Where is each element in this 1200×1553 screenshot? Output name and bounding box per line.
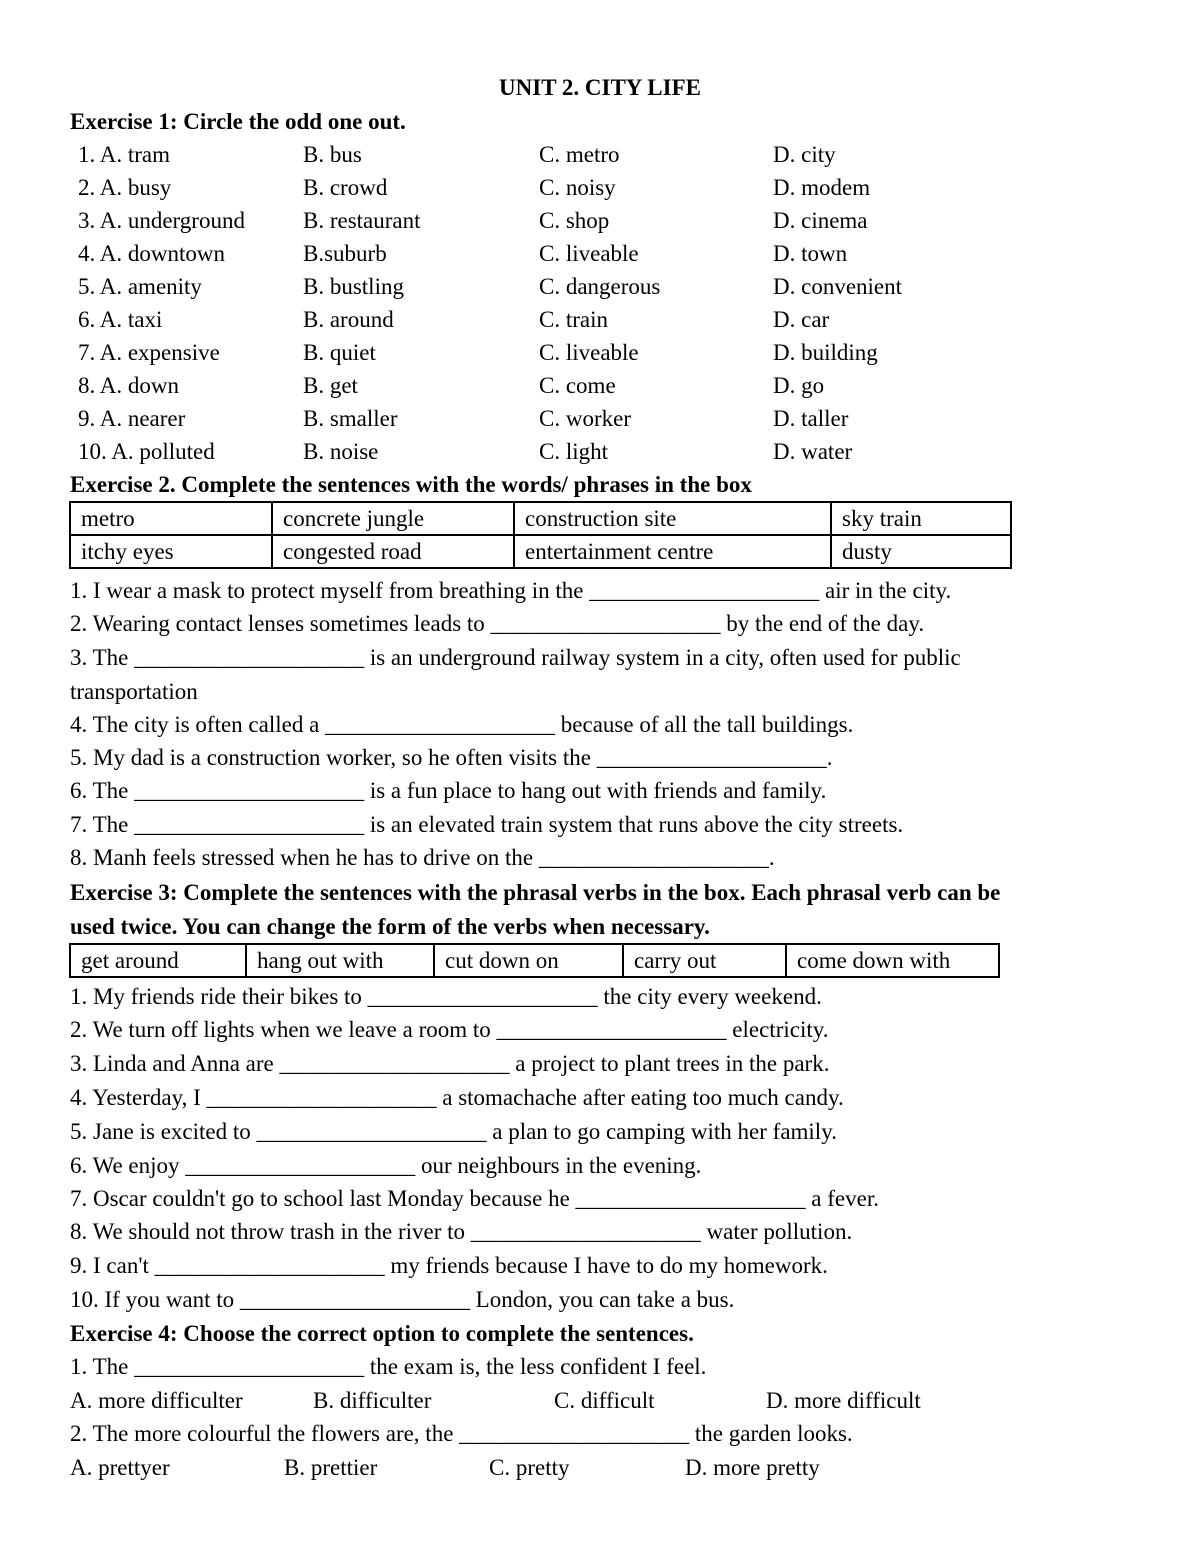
ex4-q1-option-a: A. more difficulter	[70, 1388, 243, 1413]
ex2-sentence-8: 8. Manh feels stressed when he has to drive on the ____________________.	[70, 845, 775, 870]
word-box-cell: entertainment centre	[514, 535, 831, 568]
ex1-q4-option-a: 4. A. downtown	[78, 241, 225, 266]
phrasal-verb-cell: cut down on	[434, 944, 623, 977]
ex1-q7-option-c: C. liveable	[539, 340, 639, 365]
ex1-q10-option-c: C. light	[539, 439, 609, 464]
ex1-q6-option-a: 6. A. taxi	[78, 307, 163, 332]
ex3-sentence-7: 7. Oscar couldn't go to school last Monday because he ____________________ a fever.	[70, 1186, 879, 1211]
word-box-cell: itchy eyes	[70, 535, 272, 568]
phrasal-verb-cell: come down with	[786, 944, 999, 977]
ex1-q9-option-d: D. taller	[773, 406, 849, 431]
ex2-sentence-1: 1. I wear a mask to protect myself from breathing in the ____________________ air in the city.	[70, 578, 952, 603]
ex1-q2-option-b: B. crowd	[303, 175, 388, 200]
ex1-q4-option-b: B.suburb	[303, 241, 387, 266]
ex2-sentence-7: 7. The ____________________ is an elevated train system that runs above the city streets.	[70, 812, 904, 837]
word-box-cell: dusty	[831, 535, 1011, 568]
ex3-sentence-2: 2. We turn off lights when we leave a room to ____________________ electricity.	[70, 1017, 829, 1042]
ex1-q9-option-c: C. worker	[539, 406, 631, 431]
ex1-q3-option-d: D. cinema	[773, 208, 868, 233]
ex4-q1-option-c: C. difficult	[554, 1388, 655, 1413]
ex1-q6-option-c: C. train	[539, 307, 608, 332]
exercise-3-phrasal-verb-box	[69, 943, 1000, 978]
ex2-sentence-6: 6. The ____________________ is a fun place to hang out with friends and family.	[70, 778, 827, 803]
ex3-sentence-9: 9. I can't ____________________ my friends because I have to do my homework.	[70, 1253, 828, 1278]
ex1-q10-option-b: B. noise	[303, 439, 379, 464]
ex1-q2-option-a: 2. A. busy	[78, 175, 172, 200]
ex3-sentence-6: 6. We enjoy ____________________ our neighbours in the evening.	[70, 1153, 702, 1178]
ex3-sentence-1: 1. My friends ride their bikes to ____________________ the city every weekend.	[70, 984, 822, 1009]
ex3-sentence-3: 3. Linda and Anna are ____________________ a project to plant trees in the park.	[70, 1051, 830, 1076]
phrasal-verb-cell: carry out	[623, 944, 786, 977]
ex4-q2-option-b: B. prettier	[284, 1455, 378, 1480]
ex1-q2-option-c: C. noisy	[539, 175, 616, 200]
ex1-q8-option-c: C. come	[539, 373, 616, 398]
ex2-sentence-3-continued: transportation	[70, 679, 198, 704]
ex2-sentence-2: 2. Wearing contact lenses sometimes leads to ____________________ by the end of the day.	[70, 611, 925, 636]
ex4-q2-option-c: C. pretty	[489, 1455, 570, 1480]
ex1-q1-option-a: 1. A. tram	[78, 142, 170, 167]
word-box-cell: congested road	[272, 535, 514, 568]
ex3-sentence-8: 8. We should not throw trash in the river to ____________________ water pollution.	[70, 1219, 853, 1244]
page-title: UNIT 2. CITY LIFE	[499, 75, 701, 100]
ex1-q7-option-b: B. quiet	[303, 340, 376, 365]
ex1-q6-option-d: D. car	[773, 307, 830, 332]
ex2-sentence-3: 3. The ____________________ is an underground railway system in a city, often used for public	[70, 645, 961, 670]
ex1-q3-option-c: C. shop	[539, 208, 610, 233]
word-box-cell: metro	[70, 502, 272, 535]
word-box-cell: concrete jungle	[272, 502, 514, 535]
phrasal-verb-cell: get around	[70, 944, 246, 977]
ex1-q4-option-d: D. town	[773, 241, 848, 266]
ex3-sentence-5: 5. Jane is excited to ____________________ a plan to go camping with her family.	[70, 1119, 837, 1144]
ex1-q9-option-a: 9. A. nearer	[78, 406, 186, 431]
ex1-q5-option-a: 5. A. amenity	[78, 274, 202, 299]
exercise-4-heading: Exercise 4: Choose the correct option to complete the sentences.	[70, 1321, 694, 1346]
ex3-sentence-4: 4. Yesterday, I ____________________ a stomachache after eating too much candy.	[70, 1085, 844, 1110]
ex4-q1-option-b: B. difficulter	[313, 1388, 432, 1413]
word-box-cell: construction site	[514, 502, 831, 535]
ex1-q3-option-b: B. restaurant	[303, 208, 421, 233]
ex1-q1-option-b: B. bus	[303, 142, 362, 167]
ex1-q7-option-a: 7. A. expensive	[78, 340, 220, 365]
ex2-sentence-5: 5. My dad is a construction worker, so he often visits the ____________________.	[70, 745, 833, 770]
ex4-question-1: 1. The ____________________ the exam is, the less confident I feel.	[70, 1354, 707, 1379]
ex1-q1-option-d: D. city	[773, 142, 836, 167]
ex1-q1-option-c: C. metro	[539, 142, 620, 167]
ex4-question-2: 2. The more colourful the flowers are, the ____________________ the garden looks.	[70, 1421, 853, 1446]
ex1-q3-option-a: 3. A. underground	[78, 208, 245, 233]
ex1-q7-option-d: D. building	[773, 340, 878, 365]
ex1-q8-option-d: D. go	[773, 373, 825, 398]
ex1-q8-option-b: B. get	[303, 373, 358, 398]
exercise-2-word-box	[69, 501, 1012, 569]
ex1-q4-option-c: C. liveable	[539, 241, 639, 266]
exercise-1-heading: Exercise 1: Circle the odd one out.	[70, 109, 406, 134]
ex1-q5-option-d: D. convenient	[773, 274, 903, 299]
ex1-q5-option-c: C. dangerous	[539, 274, 661, 299]
exercise-3-heading-continued: used twice. You can change the form of the verbs when necessary.	[70, 914, 710, 939]
word-box-cell: sky train	[831, 502, 1011, 535]
ex4-q2-option-d: D. more pretty	[685, 1455, 820, 1480]
exercise-3-heading: Exercise 3: Complete the sentences with the phrasal verbs in the box. Each phrasal verb can be	[70, 880, 1001, 905]
ex1-q5-option-b: B. bustling	[303, 274, 404, 299]
ex1-q10-option-a: 10. A. polluted	[78, 439, 215, 464]
ex1-q10-option-d: D. water	[773, 439, 853, 464]
ex1-q9-option-b: B. smaller	[303, 406, 398, 431]
ex1-q6-option-b: B. around	[303, 307, 394, 332]
ex1-q2-option-d: D. modem	[773, 175, 871, 200]
ex1-q8-option-a: 8. A. down	[78, 373, 179, 398]
phrasal-verb-cell: hang out with	[246, 944, 434, 977]
exercise-2-heading: Exercise 2. Complete the sentences with the words/ phrases in the box	[70, 472, 752, 497]
ex4-q1-option-d: D. more difficult	[766, 1388, 921, 1413]
ex4-q2-option-a: A. prettyer	[70, 1455, 170, 1480]
ex2-sentence-4: 4. The city is often called a ____________________ because of all the tall buildings.	[70, 712, 854, 737]
ex3-sentence-10: 10. If you want to ____________________ London, you can take a bus.	[70, 1287, 735, 1312]
